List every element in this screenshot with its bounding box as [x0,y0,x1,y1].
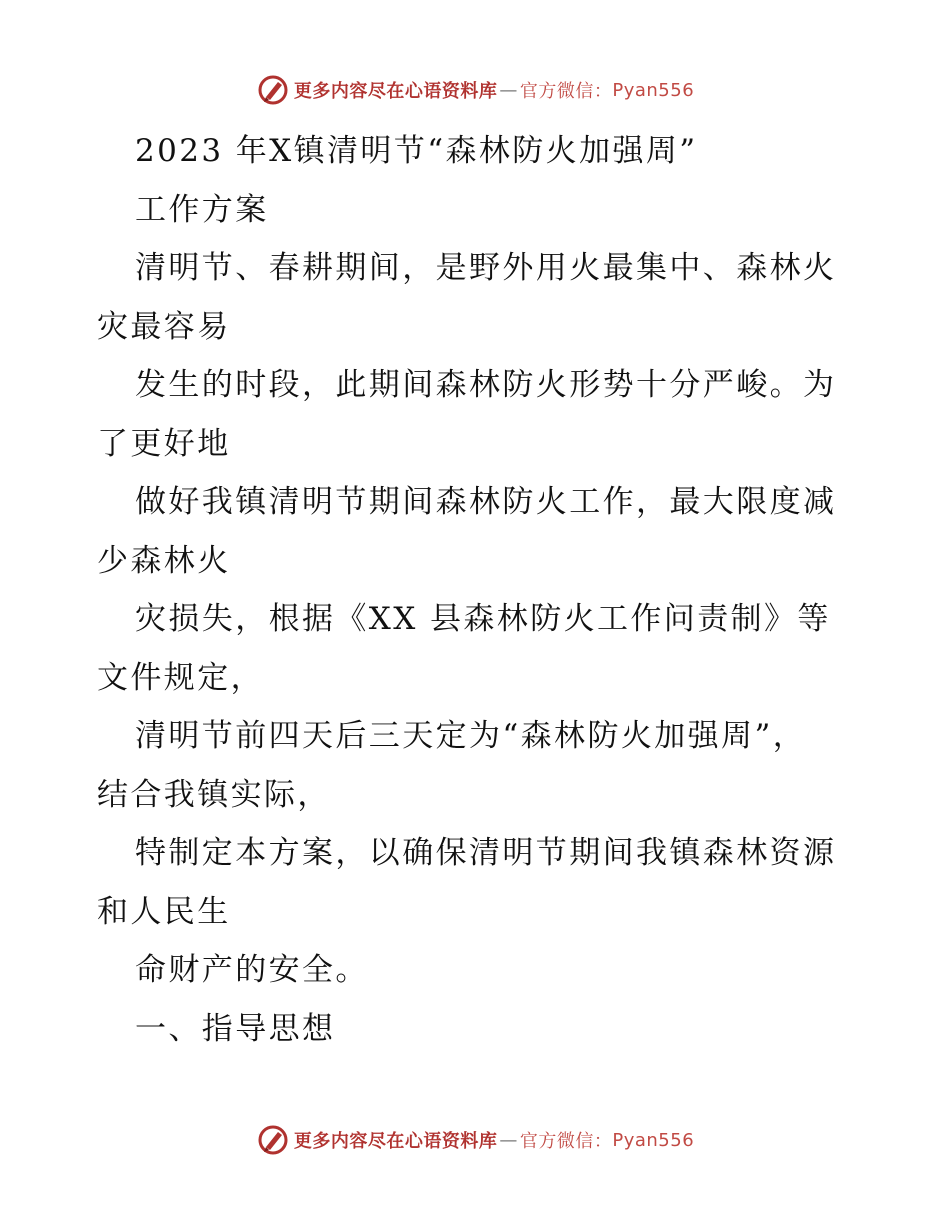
doc-line: 结合我镇实际， [97,776,331,813]
doc-line: 做好我镇清明节期间森林防火工作，最大限度减 [135,484,837,520]
doc-line: 清明节、春耕期间，是野外用火最集中、森林火 [135,250,837,286]
watermark-dash: — [499,1129,518,1151]
watermark-id: Pyan556 [612,1129,695,1151]
watermark-id: Pyan556 [612,79,695,101]
watermark-main-text: 更多内容尽在心语资料库 [293,81,498,102]
watermark-dash: — [499,79,518,101]
doc-line: 和人民生 [97,893,231,930]
watermark-side-text: 官方微信： [519,1131,613,1152]
doc-line: 少森林火 [97,542,231,579]
doc-line: 灾损失，根据《XX 县森林防火工作问责制》等 [135,601,831,637]
document-body [97,122,857,1058]
watermark-header [0,70,950,110]
watermark-side-text: 官方微信： [519,81,613,102]
doc-section-heading: 一、指导思想 [135,1010,336,1047]
doc-line: 特制定本方案，以确保清明节期间我镇森林资源 [135,835,837,871]
doc-line: 发生的时段，此期间森林防火形势十分严峻。为 [135,367,837,403]
doc-title-line-1: 2023 年X镇清明节“森林防火加强周” [135,133,698,169]
doc-title-line-2: 工作方案 [135,191,269,228]
doc-line: 文件规定， [97,659,264,696]
watermark-footer [0,1120,950,1160]
doc-line: 了更好地 [97,425,231,462]
watermark-main-text: 更多内容尽在心语资料库 [293,1131,498,1152]
doc-line: 清明节前四天后三天定为“森林防火加强周”， [135,718,807,754]
pen-logo-icon [256,1123,290,1157]
doc-line: 命财产的安全。 [135,952,369,988]
pen-logo-icon [256,73,290,107]
doc-line: 灾最容易 [97,308,231,345]
